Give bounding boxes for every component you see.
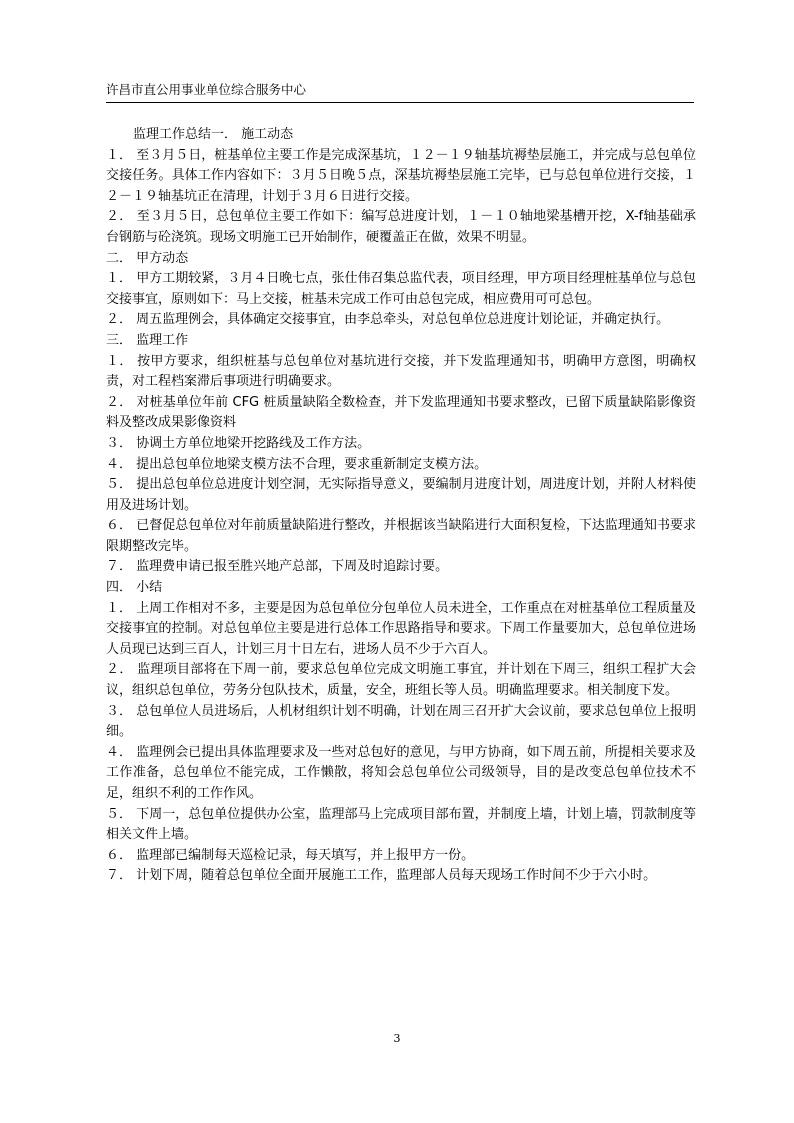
paragraph: １． 甲方工期较紧，３月４日晚七点，张仕伟召集总监代表，项目经理，甲方项目经理桩基单位与总包交接事宜，原则如下：马上交接，桩基未完成工作可由总包完成，相应费用可可总包。 bbox=[106, 271, 696, 307]
header-organization: 许昌市直公用事业单位综合服务中心 bbox=[106, 82, 307, 97]
paragraph: ７． 计划下周，随着总包单位全面开展施工工作，监理部人员每天现场工作时间不少于六小时。 bbox=[106, 868, 657, 884]
paragraph: ７． 监理费申请已报至胜兴地产总部，下周及时追踪讨要。 bbox=[106, 559, 449, 575]
paragraph: ４． 提出总包单位地梁支模方法不合理，要求重新制定支模方法。 bbox=[106, 456, 488, 472]
paragraph: ２． 周五监理例会，具体确定交接事宜，由李总牵头，对总包单位总进度计划论证，并确定执行。 bbox=[106, 312, 670, 328]
section-heading: 二． 甲方动态 bbox=[106, 250, 189, 266]
paragraph: ２． 至３月５日，总包单位主要工作如下：编写总进度计划，１－１０轴地梁基槽开挖，X-f轴基础承台钢筋与砼浇筑。现场文明施工已开始制作，硬覆盖正在做，效果不明显。 bbox=[106, 209, 696, 245]
document-title: 监理工作总结一． 施工动态 bbox=[133, 127, 294, 142]
paragraph: ６． 已督促总包单位对年前质量缺陷进行整改，并根据该当缺陷进行大面积复检，下达监理通知书要求限期整改完毕。 bbox=[106, 518, 696, 554]
page-number: 3 bbox=[393, 1032, 401, 1045]
paragraph: ４． 监理例会已提出具体监理要求及一些对总包好的意见，与甲方协商，如下周五前，所提相关要求及工作准备，总包单位不能完成，工作懒散，将知会总包单位公司级领导，目的是改变总包单位技术不足，组织不利的工作作风。 bbox=[106, 744, 696, 801]
document-body bbox=[106, 125, 696, 887]
paragraph: １． 按甲方要求，组织桩基与总包单位对基坑进行交接，并下发监理通知书，明确甲方意图，明确权责，对工程档案滞后事项进行明确要求。 bbox=[106, 353, 696, 390]
paragraph: ３． 总包单位人员进场后，人机材组织计划不明确，计划在周三召开扩大会议前，要求总包单位上报明细。 bbox=[106, 703, 696, 740]
section-heading: 四． 小结 bbox=[106, 580, 163, 596]
paragraph: ５． 提出总包单位总进度计划空洞，无实际指导意义，要编制月进度计划，周进度计划，并附人材料使用及进场计划。 bbox=[106, 477, 696, 513]
paragraph: １． 上周工作相对不多，主要是因为总包单位分包单位人员未进全，工作重点在对桩基单位工程质量及交接事宜的控制。对总包单位主要是进行总体工作思路指导和要求。下周工作量要加大，总包单位进场人员现已达到三百人，计划三月十日左右，进场人员不少于六百人。 bbox=[106, 600, 696, 657]
paragraph: ５． 下周一，总包单位提供办公室，监理部马上完成项目部布置，并制度上墙，计划上墙，罚款制度等相关文件上墙。 bbox=[106, 806, 696, 843]
paragraph: １． 至３月５日，桩基单位主要工作是完成深基坑，１２－１９轴基坑褥垫层施工，并完成与总包单位交接任务。具体工作内容如下：３月５日晚５点，深基坑褥垫层施工完毕，已与总包单位进行交接，１２－１９轴基坑正在清理，计划于３月６日进行交接。 bbox=[106, 147, 696, 204]
paragraph: ６． 监理部已编制每天巡检记录，每天填写，并上报甲方一份。 bbox=[106, 847, 475, 863]
page-header bbox=[106, 80, 694, 103]
paragraph: ２． 对桩基单位年前 CFG 桩质量缺陷全数检查，并下发监理通知书要求整改，已留下质量缺陷影像资料及整改成果影像资料 bbox=[106, 394, 696, 431]
paragraph: ３． 协调土方单位地梁开挖路线及工作方法。 bbox=[106, 435, 371, 451]
paragraph: ２． 监理项目部将在下周一前，要求总包单位完成文明施工事宜，并计划在下周三，组织工程扩大会议，组织总包单位，劳务分包队技术，质量，安全，班组长等人员。明确监理要求。相关制度下发。 bbox=[106, 662, 696, 699]
section-heading: 三． 监理工作 bbox=[106, 332, 189, 348]
